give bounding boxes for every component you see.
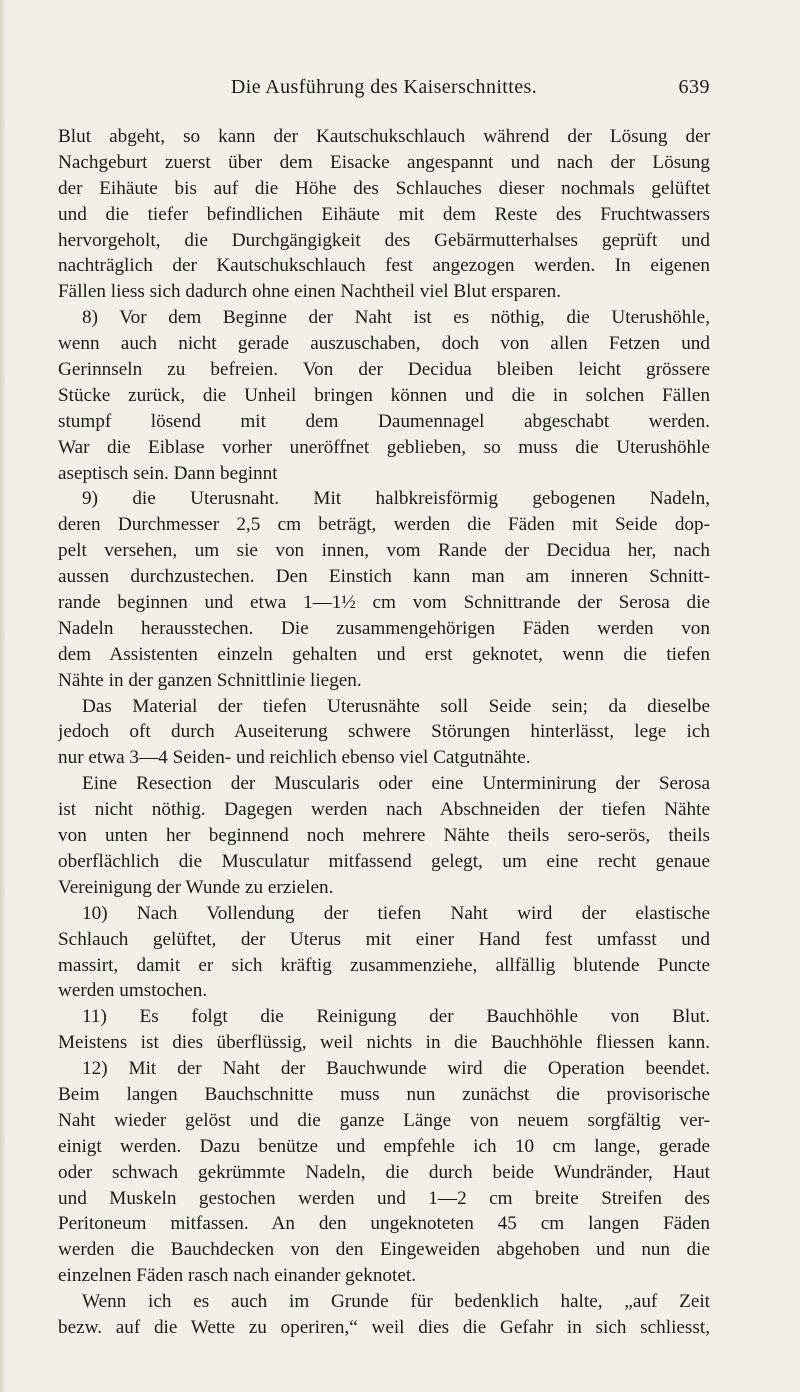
page-edge-shadow xyxy=(0,0,6,1392)
text-line: aseptisch sein. Dann beginnt xyxy=(58,462,278,484)
text-line: Eine Resection der Muscularis oder eine Unterminirung der Serosa xyxy=(82,773,710,795)
text-line: Blut abgeht, so kann der Kautschukschlauch während der Lösung der xyxy=(58,126,710,147)
text-line: War die Eiblase vorher uneröffnet geblieben, so muss die Uterushöhle xyxy=(58,436,710,458)
text-line: Das Material der tiefen Uterusnähte soll Seide sein; da dieselbe xyxy=(82,695,710,717)
text-line: Nadeln herausstechen. Die zusammengehörigen Fäden werden von xyxy=(58,617,710,639)
text-line: Wenn ich es auch im Grunde für bedenklich halte, „auf Zeit xyxy=(82,1291,710,1313)
page-number: 639 xyxy=(678,76,710,98)
text-line: oder schwach gekrümmte Nadeln, die durch beide Wundränder, Haut xyxy=(58,1161,710,1183)
text-line: einzelnen Fäden rasch nach einander geknotet. xyxy=(58,1265,417,1287)
text-line: 10) Nach Vollendung der tiefen Naht wird der elastische xyxy=(82,902,710,924)
text-line: aussen durchzustechen. Den Einstich kann man am inneren Schnitt- xyxy=(58,566,710,588)
text-line: deren Durchmesser 2,5 cm beträgt, werden die Fäden mit Seide dop- xyxy=(58,514,710,536)
text-line: Nachgeburt zuerst über dem Eisacke angespannt und nach der Lösung xyxy=(58,151,710,173)
text-line: oberflächlich die Musculatur mitfassend gelegt, um eine recht genaue xyxy=(58,850,710,872)
text-line: massirt, damit er sich kräftig zusammenziehe, allfällig blutende Puncte xyxy=(58,954,710,976)
text-line: werden die Bauchdecken von den Eingeweiden abgehoben und nun die xyxy=(58,1239,710,1261)
text-line: Beim langen Bauchschnitte muss nun zunächst die provisorische xyxy=(58,1083,710,1105)
text-line: werden umstochen. xyxy=(58,980,208,1002)
text-line: wenn auch nicht gerade auszuschaben, doch von allen Fetzen und xyxy=(58,333,710,355)
text-line: Vereinigung der Wunde zu erzielen. xyxy=(58,876,334,898)
text-line: und die tiefer befindlichen Eihäute mit dem Reste des Fruchtwassers xyxy=(58,203,710,225)
text-line: und Muskeln gestochen werden und 1—2 cm breite Streifen des xyxy=(58,1187,710,1209)
text-line: 11) Es folgt die Reinigung der Bauchhöhle von Blut. xyxy=(82,1006,710,1028)
text-line: stumpf lösend mit dem Daumennagel abgeschabt werden. xyxy=(58,410,710,432)
text-line: dem Assistenten einzeln gehalten und erst geknotet, wenn die tiefen xyxy=(58,643,710,665)
text-line: rande beginnen und etwa 1—1½ cm vom Schnittrande der Serosa die xyxy=(58,592,710,614)
text-line: Meistens ist dies überflüssig, weil nichts in die Bauchhöhle fliessen kann. xyxy=(58,1032,710,1054)
text-line: Fällen liess sich dadurch ohne einen Nachtheil viel Blut ersparen. xyxy=(58,281,561,303)
text-line: Stücke zurück, die Unheil bringen können und die in solchen Fällen xyxy=(58,384,710,406)
text-line: nachträglich der Kautschukschlauch fest angezogen werden. In eigenen xyxy=(58,255,710,277)
body-text xyxy=(58,124,710,1341)
text-line: pelt versehen, um sie von innen, vom Rande der Decidua her, nach xyxy=(58,540,710,562)
text-line: von unten her beginnend noch mehrere Nähte theils sero-serös, theils xyxy=(58,825,710,847)
text-line: jedoch oft durch Auseiterung schwere Störungen hinterlässt, lege ich xyxy=(58,721,710,743)
text-line: Peritoneum mitfassen. An den ungeknoteten 45 cm langen Fäden xyxy=(58,1213,710,1235)
page-header xyxy=(58,76,710,106)
text-line: nur etwa 3—4 Seiden- und reichlich ebenso viel Catgutnähte. xyxy=(58,747,531,769)
text-line: Naht wieder gelöst und die ganze Länge von neuem sorgfältig ver- xyxy=(58,1109,710,1131)
text-line: einigt werden. Dazu benütze und empfehle ich 10 cm lange, gerade xyxy=(58,1135,710,1157)
text-line: Gerinnseln zu befreien. Von der Decidua bleiben leicht grössere xyxy=(58,359,710,381)
text-line: 12) Mit der Naht der Bauchwunde wird die Operation beendet. xyxy=(82,1058,710,1080)
running-title: Die Ausführung des Kaiserschnittes. xyxy=(230,76,538,98)
text-line: 8) Vor dem Beginne der Naht ist es nöthig, die Uterushöhle, xyxy=(82,307,710,329)
text-line: Nähte in der ganzen Schnittlinie liegen. xyxy=(58,669,362,691)
text-line: bezw. auf die Wette zu operiren,“ weil dies die Gefahr in sich schliesst, xyxy=(58,1316,710,1338)
text-line: hervorgeholt, die Durchgängigkeit des Gebärmutterhalses geprüft und xyxy=(58,229,710,251)
text-line: ist nicht nöthig. Dagegen werden nach Abschneiden der tiefen Nähte xyxy=(58,799,710,821)
text-line: Schlauch gelüftet, der Uterus mit einer Hand fest umfasst und xyxy=(58,928,710,950)
text-line: der Eihäute bis auf die Höhe des Schlauches dieser nochmals gelüftet xyxy=(58,177,710,199)
text-line: 9) die Uterusnaht. Mit halbkreisförmig gebogenen Nadeln, xyxy=(82,488,710,510)
